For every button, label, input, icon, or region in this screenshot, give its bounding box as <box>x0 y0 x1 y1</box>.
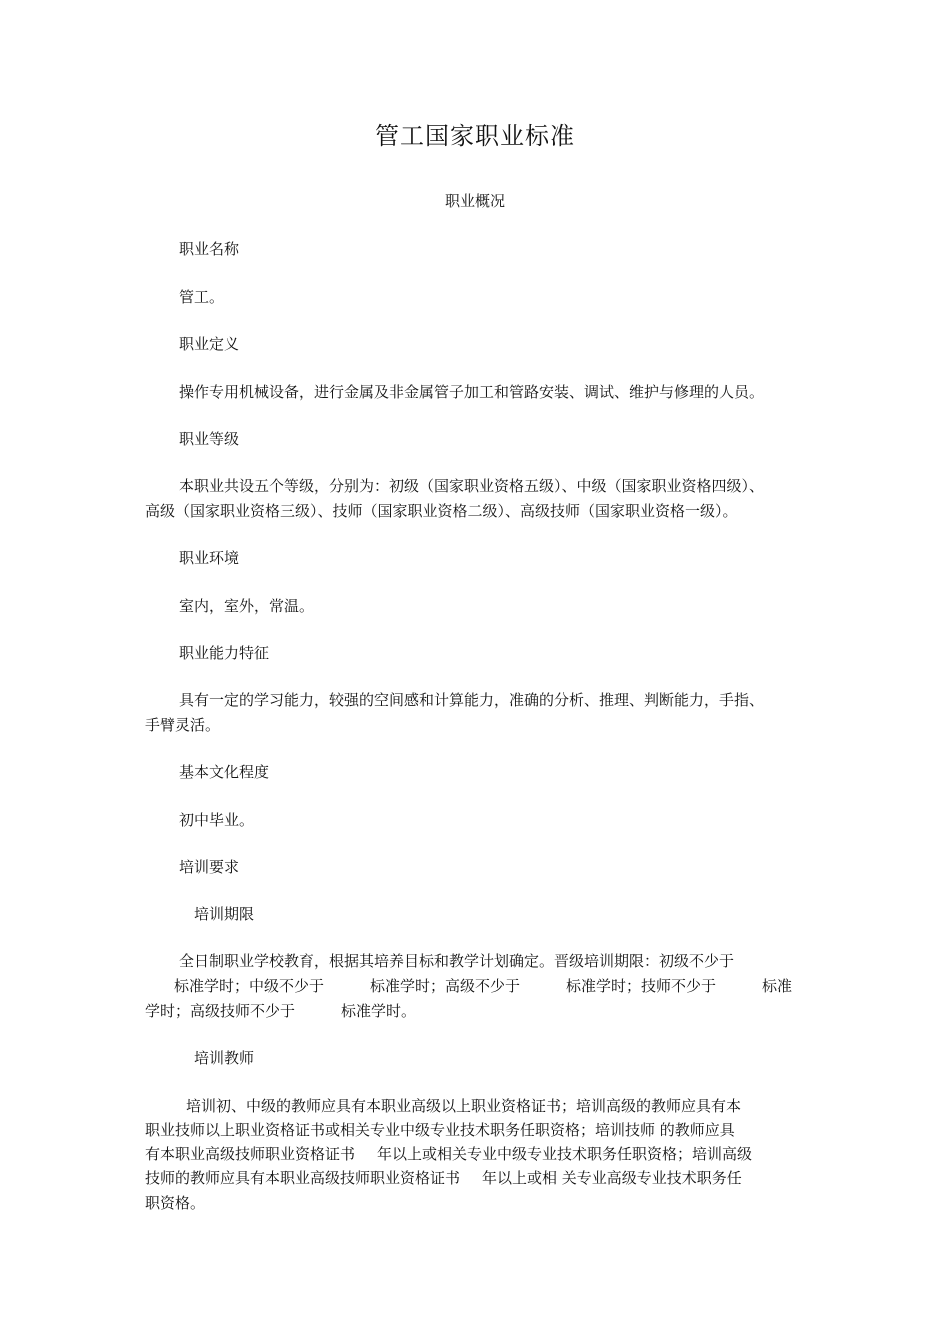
period-segment: 标准学时；技师不少于 <box>566 977 717 995</box>
heading-training-period: 培训期限 <box>194 905 255 923</box>
period-segment: 标准 <box>762 977 793 995</box>
text-period-line-1: 全日制职业学校教育，根据其培养目标和教学计划确定。晋级培训期限：初级不少于 <box>179 952 735 970</box>
text-teacher-line-4 <box>145 1167 810 1188</box>
period-segment: 标准学时；高级不少于 <box>370 977 521 995</box>
text-occupation-name: 管工。 <box>179 288 225 306</box>
heading-occupation-environment: 职业环境 <box>179 549 240 567</box>
text-occupation-definition: 操作专用机械设备，进行金属及非金属管子加工和管路安装、调试、维护与修理的人员。 <box>179 383 765 401</box>
text-education: 初中毕业。 <box>179 811 255 829</box>
text-occupation-environment: 室内，室外，常温。 <box>179 597 315 615</box>
heading-occupation-name: 职业名称 <box>179 240 240 258</box>
document-title: 管工国家职业标准 <box>375 122 575 150</box>
text-teacher-line-3 <box>145 1143 810 1164</box>
text-ability-line-2: 手臂灵活。 <box>145 716 221 734</box>
teacher-segment: 年以上或相 关专业高级专业技术职务任 <box>482 1169 742 1187</box>
heading-ability-traits: 职业能力特征 <box>179 644 270 662</box>
section-title: 职业概况 <box>444 192 505 210</box>
period-segment: 标准学时；中级不少于 <box>174 977 325 995</box>
text-teacher-line-5: 职资格。 <box>145 1194 206 1212</box>
teacher-segment: 年以上或相关专业中级专业技术职务任职资格；培训高级 <box>377 1145 753 1163</box>
text-teacher-line-2: 职业技师以上职业资格证书或相关专业中级专业技术职务任职资格；培训技师 的教师应具 <box>145 1121 735 1139</box>
teacher-segment: 技师的教师应具有本职业高级技师职业资格证书 <box>145 1169 461 1187</box>
period-segment: 标准学时。 <box>341 1002 417 1020</box>
heading-occupation-definition: 职业定义 <box>179 335 240 353</box>
text-ability-line-1: 具有一定的学习能力，较强的空间感和计算能力，准确的分析、推理、判断能力，手指、 <box>179 691 765 709</box>
text-period-line-2 <box>145 975 810 996</box>
text-grade-line-1: 本职业共设五个等级，分别为：初级（国家职业资格五级）、中级（国家职业资格四级）、 <box>179 477 765 495</box>
text-teacher-line-1: 培训初、中级的教师应具有本职业高级以上职业资格证书；培训高级的教师应具有本 <box>186 1097 742 1115</box>
heading-occupation-grade: 职业等级 <box>179 430 240 448</box>
text-period-line-3 <box>145 1000 810 1021</box>
text-grade-line-2: 高级（国家职业资格三级）、技师（国家职业资格二级）、高级技师（国家职业资格一级）。 <box>145 502 738 520</box>
heading-education: 基本文化程度 <box>179 763 270 781</box>
period-segment: 学时；高级技师不少于 <box>145 1002 296 1020</box>
heading-training: 培训要求 <box>179 858 240 876</box>
teacher-segment: 有本职业高级技师职业资格证书 <box>145 1145 356 1163</box>
heading-training-teachers: 培训教师 <box>194 1049 255 1067</box>
